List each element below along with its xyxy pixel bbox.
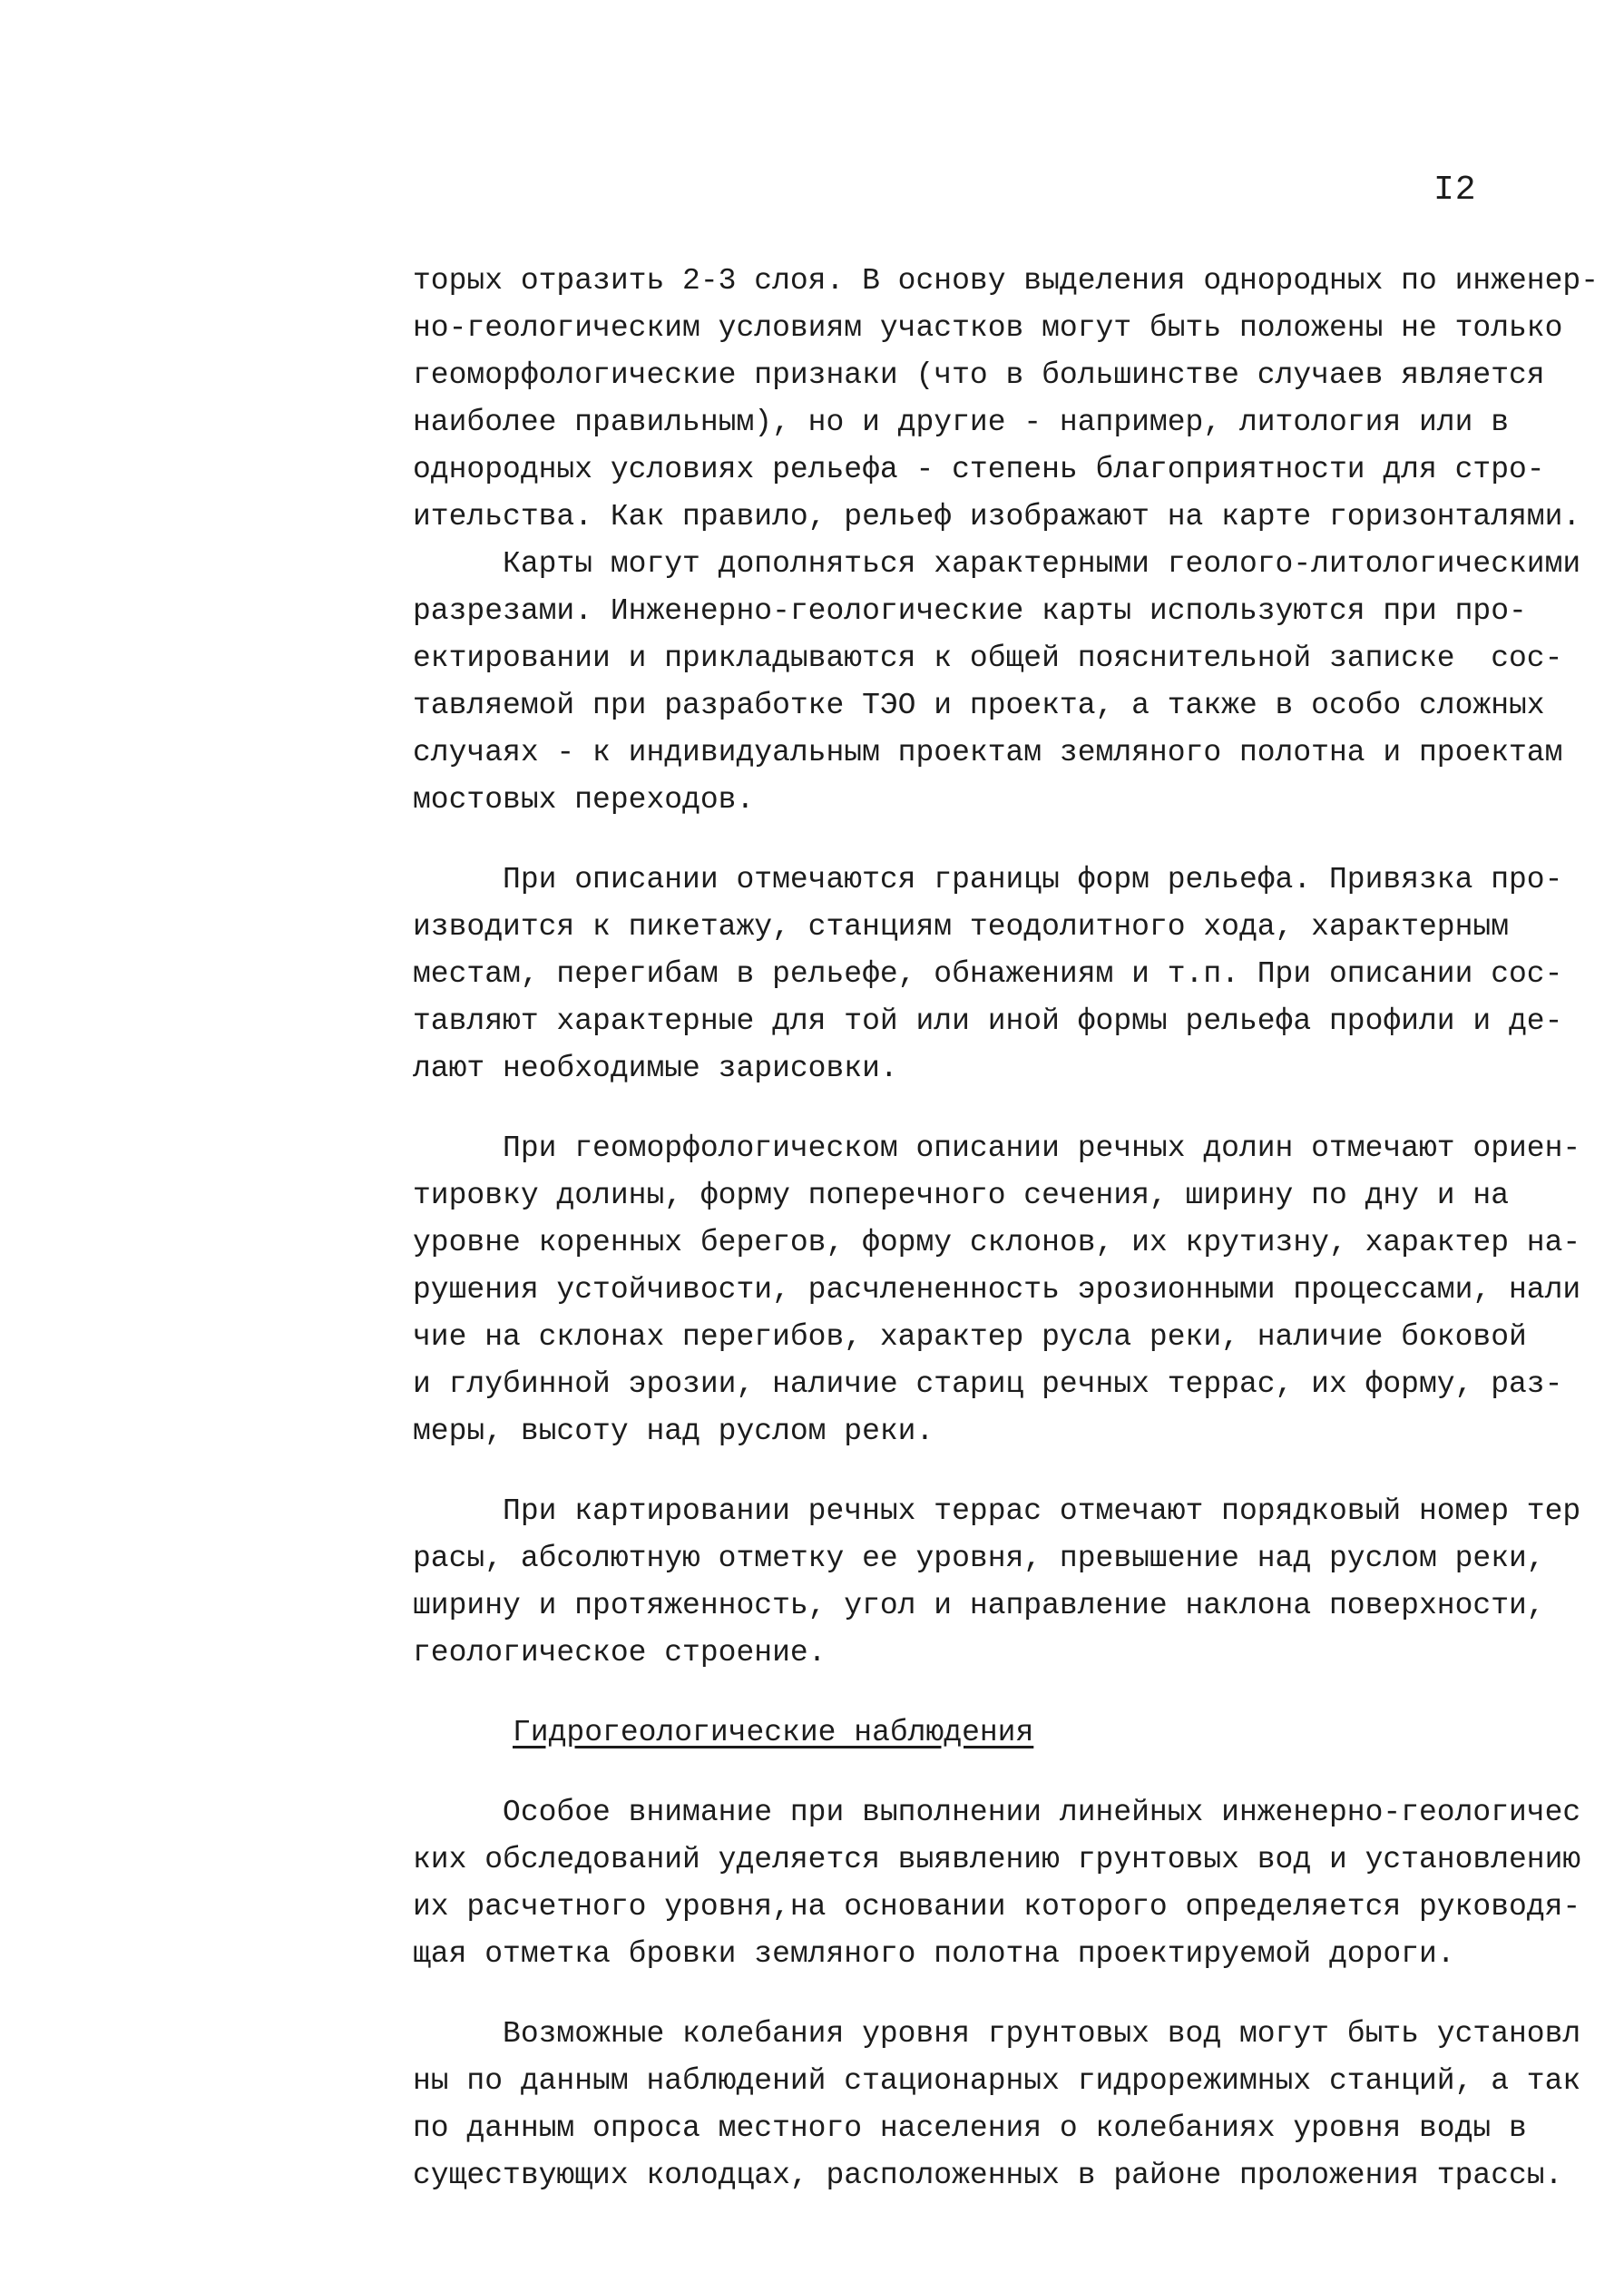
text-line: торых отразить 2-3 слоя. В основу выделения однородных по инженер- bbox=[413, 264, 1600, 298]
text-line: геологическое строение. bbox=[413, 1636, 827, 1670]
text-line: ких обследований уделяется выявлению грунтовых вод и установлению bbox=[413, 1843, 1581, 1876]
text-line: и глубинной эрозии, наличие стариц речных террас, их форму, раз- bbox=[413, 1367, 1563, 1401]
text-line: При картировании речных террас отмечают порядковый номер тер bbox=[413, 1494, 1581, 1528]
text-line: меры, высоту над руслом реки. bbox=[413, 1415, 934, 1448]
text-line: лают необходимые зарисовки. bbox=[413, 1052, 898, 1085]
text-line: мостовых переходов. bbox=[413, 783, 755, 817]
text-line: местам, перегибам в рельефе, обнажениям и т.п. При описании сос- bbox=[413, 957, 1563, 991]
text-line: геоморфологические признаки (что в большинстве случаев является bbox=[413, 358, 1545, 392]
page-number: I2 bbox=[1433, 171, 1477, 210]
text-line: Особое внимание при выполнении линейных инженерно-геологичес bbox=[413, 1796, 1581, 1829]
paragraph-3 bbox=[413, 857, 1610, 1092]
text-line: по данным опроса местного населения о колебаниях уровня воды в bbox=[413, 2111, 1527, 2145]
text-line: расы, абсолютную отметку ее уровня, превышение над руслом реки, bbox=[413, 1542, 1545, 1575]
text-line: рушения устойчивости, расчлененность эрозионными процессами, нали bbox=[413, 1273, 1581, 1307]
text-line: При геоморфологическом описании речных долин отмечают ориен- bbox=[413, 1131, 1581, 1165]
text-line: щая отметка бровки земляного полотна проектируемой дороги. bbox=[413, 1937, 1455, 1971]
text-line: однородных условиях рельефа - степень благоприятности для стро- bbox=[413, 453, 1545, 486]
text-line: тавляют характерные для той или иной формы рельефа профили и де- bbox=[413, 1004, 1563, 1038]
text-line: наиболее правильным), но и другие - например, литология или в bbox=[413, 406, 1509, 439]
text-line: ны по данным наблюдений стационарных гидрорежимных станций, а так bbox=[413, 2064, 1581, 2098]
text-line: тировку долины, форму поперечного сечения, ширину по дну и на bbox=[413, 1179, 1509, 1212]
text-line: ектировании и прикладываются к общей пояснительной записке сос- bbox=[413, 642, 1563, 675]
text-line: уровне коренных берегов, форму склонов, их крутизну, характер на- bbox=[413, 1226, 1581, 1259]
paragraph-gap bbox=[413, 824, 1610, 857]
paragraph-gap bbox=[413, 1455, 1610, 1488]
paragraph-gap bbox=[413, 1978, 1610, 2011]
paragraph-7 bbox=[413, 2011, 1610, 2199]
text-line: ширину и протяженность, угол и направление наклона поверхности, bbox=[413, 1589, 1545, 1622]
paragraph-6 bbox=[413, 1789, 1610, 1978]
paragraph-gap bbox=[413, 1092, 1610, 1125]
paragraph-gap bbox=[413, 1757, 1610, 1789]
text-line: их расчетного уровня,на основании которого определяется руководя- bbox=[413, 1890, 1581, 1924]
paragraph-1 bbox=[413, 258, 1610, 541]
text-line: разрезами. Инженерно-геологические карты используются при про- bbox=[413, 594, 1527, 628]
document-body bbox=[413, 258, 1610, 2199]
text-line: ительства. Как правило, рельеф изображают на карте горизонталями. bbox=[413, 500, 1581, 534]
paragraph-2 bbox=[413, 541, 1610, 824]
paragraph-5 bbox=[413, 1488, 1610, 1677]
text-line: изводится к пикетажу, станциям теодолитного хода, характерным bbox=[413, 910, 1509, 944]
text-line: существующих колодцах, расположенных в районе проложения трассы. bbox=[413, 2159, 1563, 2192]
paragraph-4 bbox=[413, 1125, 1610, 1455]
text-line: При описании отмечаются границы форм рельефа. Привязка про- bbox=[413, 863, 1563, 896]
section-heading bbox=[413, 1709, 1610, 1757]
section-heading-text: Гидрогеологические наблюдения bbox=[513, 1716, 1034, 1749]
text-line: но-геологическим условиям участков могут быть положены не только bbox=[413, 311, 1563, 345]
paragraph-gap bbox=[413, 1677, 1610, 1709]
text-line: Карты могут дополняться характерными геолого-литологическими bbox=[413, 547, 1581, 581]
text-line: случаях - к индивидуальным проектам земляного полотна и проектам bbox=[413, 736, 1563, 769]
text-line: Возможные колебания уровня грунтовых вод могут быть установл bbox=[413, 2017, 1581, 2051]
text-line: тавляемой при разработке ТЭО и проекта, а также в особо сложных bbox=[413, 689, 1545, 722]
text-line: чие на склонах перегибов, характер русла реки, наличие боковой bbox=[413, 1320, 1527, 1354]
